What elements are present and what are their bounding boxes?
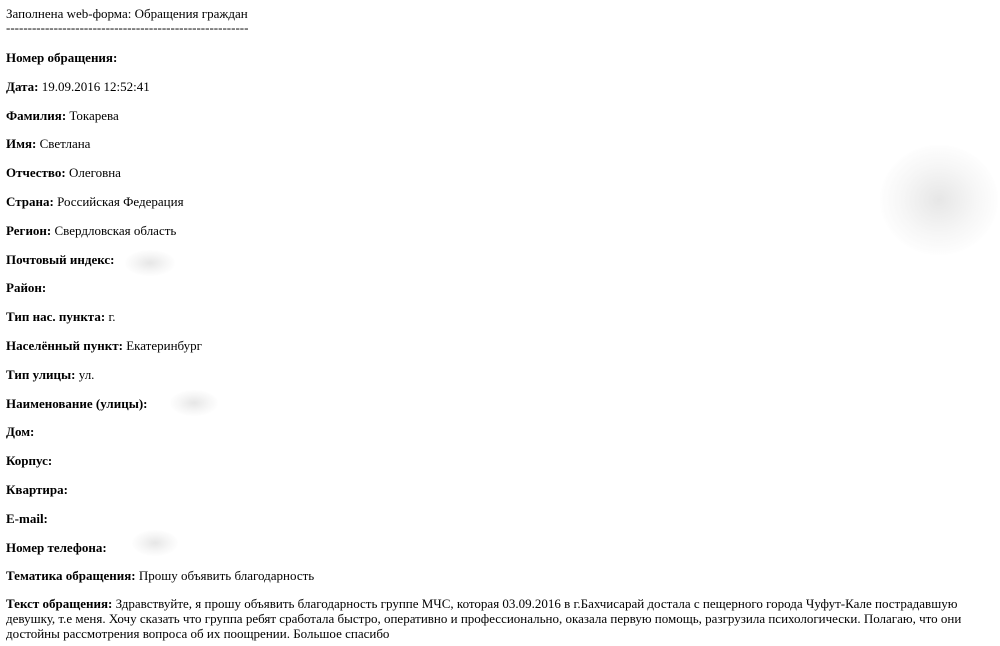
field-label: Дата: — [6, 78, 39, 94]
field-apartment — [6, 482, 994, 498]
field-house — [6, 424, 994, 440]
form-title: Заполнена web-форма: Обращения граждан — [6, 6, 248, 21]
field-name — [6, 136, 994, 152]
field-settlement-type — [6, 309, 994, 325]
field-topic — [6, 568, 994, 584]
field-patronymic — [6, 165, 994, 181]
field-request-number — [6, 50, 994, 66]
field-label: Почтовый индекс: — [6, 251, 115, 267]
field-street-type — [6, 367, 994, 383]
field-value: ул. — [78, 366, 95, 382]
field-region — [6, 223, 994, 239]
field-date — [6, 79, 994, 95]
field-label: Номер обращения: — [6, 50, 118, 65]
field-label: Дом: — [6, 424, 35, 440]
field-label: Наименование (улицы): — [6, 395, 148, 411]
field-district — [6, 280, 994, 296]
field-value: 19.09.2016 12:52:41 — [41, 78, 150, 94]
field-value: Свердловская область — [54, 222, 177, 238]
field-label: E-mail: — [6, 510, 48, 526]
field-value: Токарева — [69, 107, 119, 123]
field-value: Олеговна — [68, 165, 121, 181]
field-label: Регион: — [6, 222, 52, 238]
field-label: Страна: — [6, 193, 54, 209]
field-value: Российская Федерация — [57, 193, 184, 209]
field-street-name — [6, 396, 994, 412]
field-message-text — [6, 596, 996, 641]
field-label: Корпус: — [6, 453, 53, 469]
message-body: Здравствуйте, я прошу объявить благодарность группе МЧС, которая 03.09.2016 в г.Бахчисарай достала с пещерного города Чуфут-Кале пострадавшую девушку, т.е меня. Хочу сказать что группа ребят сработала быстро, оперативно и профессионально, оказала первую помощь, разгрузила психологически. Полагаю, что они достойны рассмотрения вопроса об их поощрении. Большое спасибо — [6, 596, 962, 642]
field-label: Тип улицы: — [6, 366, 76, 382]
field-value: Прошу объявить благодарность — [138, 568, 315, 584]
field-label: Тематика обращения: — [6, 568, 136, 584]
field-label: Населённый пункт: — [6, 337, 123, 353]
field-settlement — [6, 338, 994, 354]
field-label: Тип нас. пункта: — [6, 309, 106, 325]
field-label: Фамилия: — [6, 107, 67, 123]
field-label: Район: — [6, 280, 47, 296]
field-phone — [6, 540, 994, 556]
email-form-document — [6, 6, 994, 641]
field-country — [6, 194, 994, 210]
field-surname — [6, 108, 994, 124]
field-label: Текст обращения: — [6, 596, 113, 612]
field-label: Отчество: — [6, 165, 66, 181]
field-value: Светлана — [39, 136, 91, 152]
field-label: Имя: — [6, 136, 37, 152]
field-building — [6, 453, 994, 469]
field-postal-code — [6, 252, 994, 268]
field-label: Квартира: — [6, 481, 68, 497]
field-label: Номер телефона: — [6, 539, 107, 555]
field-email — [6, 511, 994, 527]
field-value: Екатеринбург — [126, 337, 202, 353]
separator-line: -------------------------------------------------------- — [6, 22, 249, 34]
field-value: г. — [108, 309, 116, 325]
